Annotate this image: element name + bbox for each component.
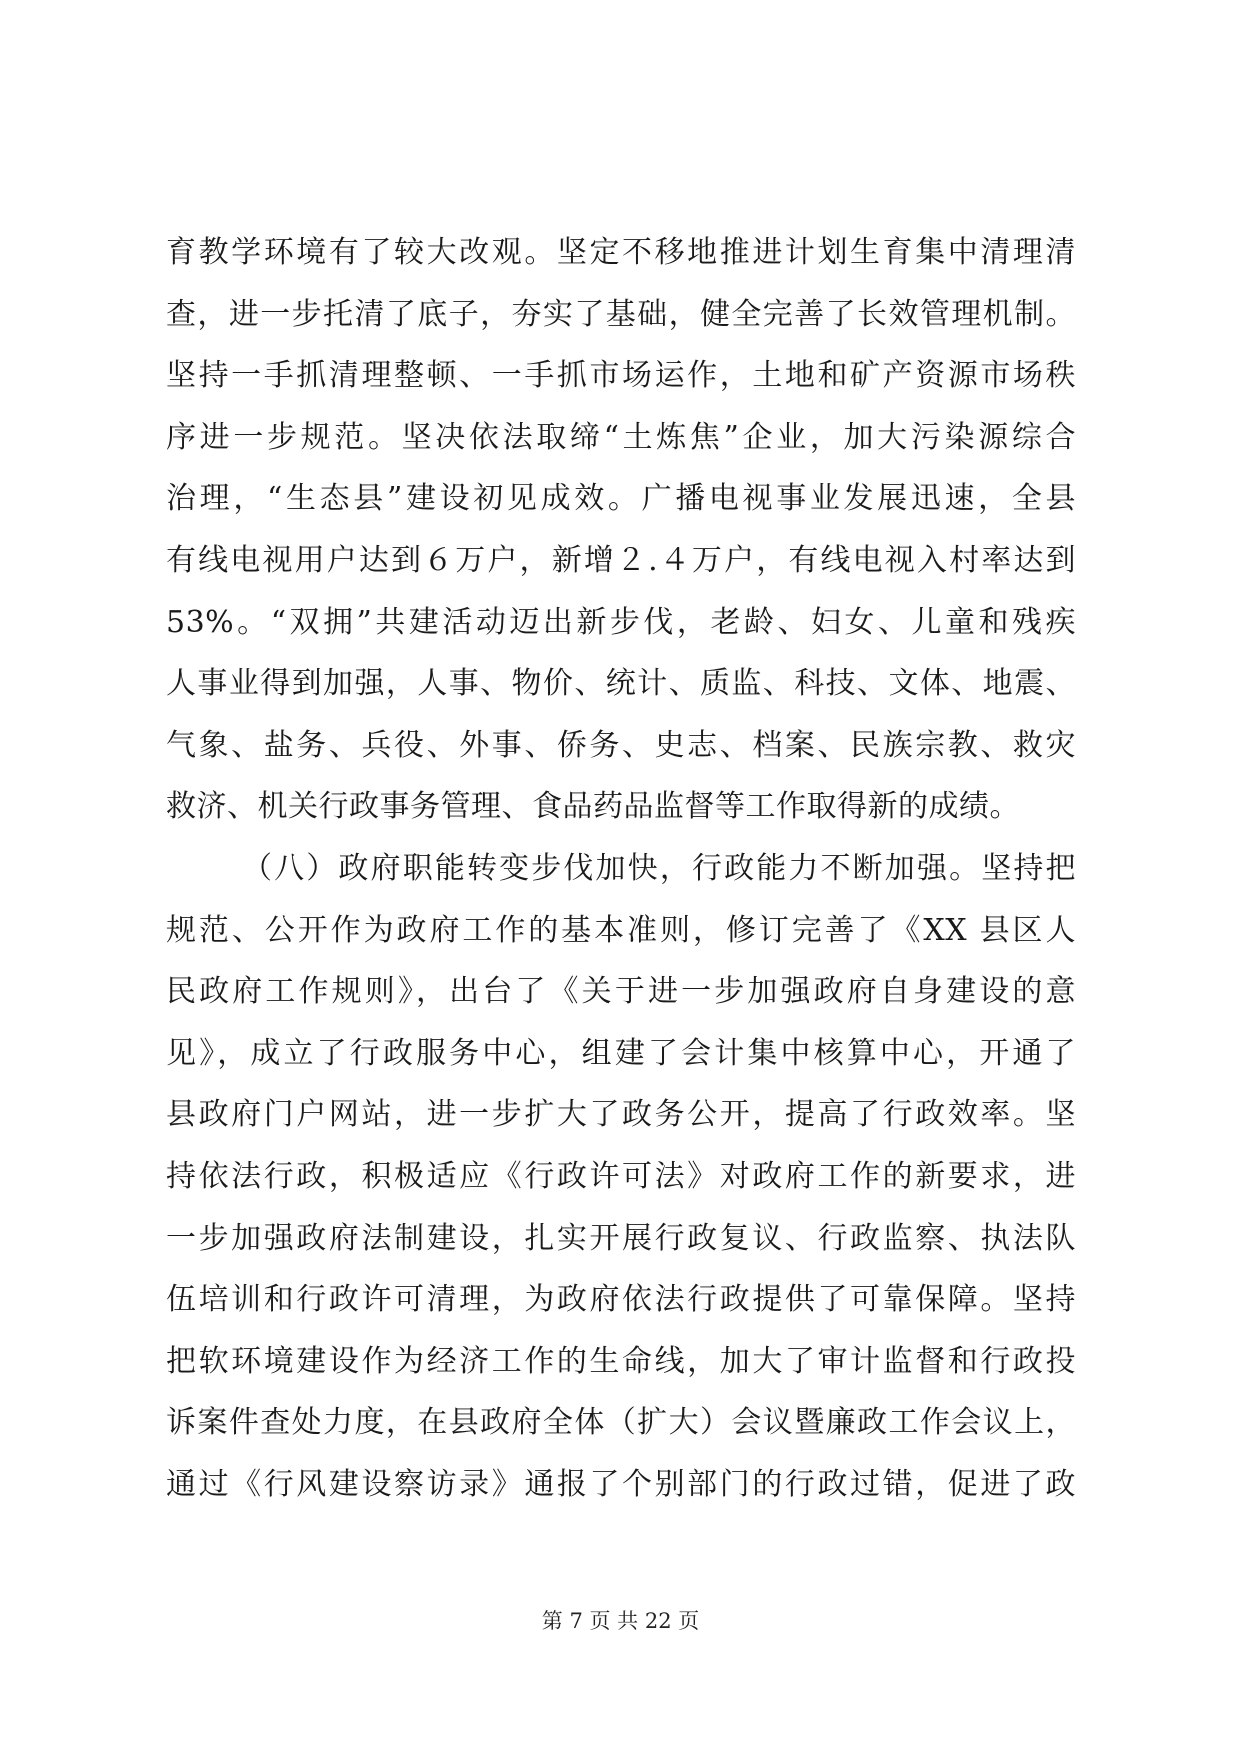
text-line: 把软环境建设作为经济工作的生命线，加大了审计监督和行政投	[166, 1343, 1076, 1379]
text-line: 气象、盐务、兵役、外事、侨务、史志、档案、民族宗教、救灾	[166, 727, 1076, 763]
text-line: 序进一步规范。坚决依法取缔“土炼焦”企业，加大污染源综合	[166, 419, 1076, 455]
text-line: 县政府门户网站，进一步扩大了政务公开，提高了行政效率。坚	[166, 1097, 1076, 1133]
section-heading-line: （八）政府职能转变步伐加快，行政能力不断加强。坚持把	[242, 850, 1076, 886]
text-line: 坚持一手抓清理整顿、一手抓市场运作，土地和矿产资源市场秩	[166, 358, 1076, 394]
text-line: 一步加强政府法制建设，扎实开展行政复议、行政监察、执法队	[166, 1220, 1076, 1256]
text-line: 查，进一步托清了底子，夯实了基础，健全完善了长效管理机制。	[166, 296, 1076, 332]
page-number-footer: 第 7 页 共 22 页	[541, 1609, 700, 1633]
text-line: 人事业得到加强，人事、物价、统计、质监、科技、文体、地震、	[166, 666, 1076, 702]
body-text	[166, 222, 1076, 1515]
text-line: 规范、公开作为政府工作的基本准则，修订完善了《XX 县区人	[166, 912, 1076, 948]
text-line: 见》，成立了行政服务中心，组建了会计集中核算中心，开通了	[166, 1035, 1076, 1071]
text-line: 诉案件查处力度，在县政府全体（扩大）会议暨廉政工作会议上，	[166, 1405, 1076, 1441]
text-line: 治理，“生态县”建设初见成效。广播电视事业发展迅速，全县	[166, 481, 1076, 517]
text-line: 通过《行风建设察访录》通报了个别部门的行政过错，促进了政	[166, 1466, 1076, 1502]
text-line: 民政府工作规则》，出台了《关于进一步加强政府自身建设的意	[166, 974, 1076, 1010]
text-line: 53%。“双拥”共建活动迈出新步伐，老龄、妇女、儿童和残疾	[166, 604, 1076, 640]
text-line: 伍培训和行政许可清理，为政府依法行政提供了可靠保障。坚持	[166, 1282, 1076, 1318]
text-line: 持依法行政，积极适应《行政许可法》对政府工作的新要求，进	[166, 1158, 1076, 1194]
text-line: 有线电视用户达到６万户，新增２.４万户，有线电视入村率达到	[166, 542, 1076, 578]
text-line: 育教学环境有了较大改观。坚定不移地推进计划生育集中清理清	[166, 235, 1076, 270]
text-line: 救济、机关行政事务管理、食品药品监督等工作取得新的成绩。	[166, 789, 1020, 825]
